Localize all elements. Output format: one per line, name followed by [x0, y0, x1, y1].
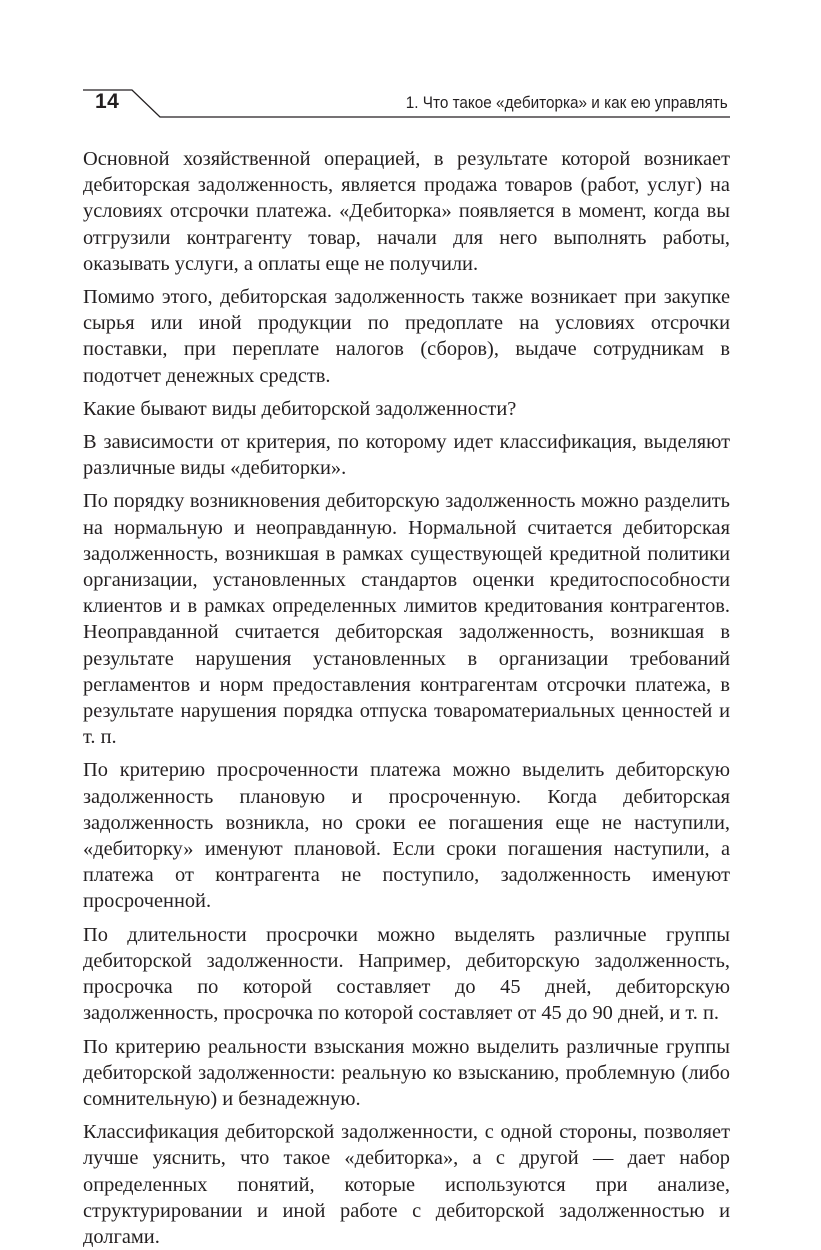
paragraph: По критерию реальности взыскания можно выделить различные группы дебиторской задолженности: реальную ко взысканию, проблемную (либо сомнительную) и безнадежную. — [83, 1035, 730, 1110]
page-header — [0, 0, 821, 130]
paragraph: По критерию просроченности платежа можно выделить дебиторскую задолженность плановую и просроченную. Когда дебиторская задолженность возникла, но сроки ее погашения еще не наступили, «дебиторку» именуют плановой. Если сроки погашения наступили, а платежа от контрагента не поступило, задолженность именуют просроченной. — [83, 759, 730, 913]
page-number: 14 — [95, 90, 120, 113]
body-text — [83, 146, 730, 1250]
paragraph: Помимо этого, дебиторская задолженность также возникает при закупке сырья или иной продукции по предоплате на условиях отсрочки поставки, при переплате налогов (сборов), выдаче сотрудникам в подотчет денежных средств. — [83, 286, 730, 387]
paragraph: Какие бывают виды дебиторской задолженности? — [83, 397, 517, 420]
paragraph: Основной хозяйственной операцией, в результате которой возникает дебиторская задолженность, является продажа товаров (работ, услуг) на условиях отсрочки платежа. «Дебиторка» появляется в момент, когда вы отгрузили контрагенту товар, начали для него выполнять работы, оказывать услуги, а оплаты еще не получили. — [83, 148, 730, 275]
paragraph: В зависимости от критерия, по которому идет классификация, выделяют различные виды «дебиторки». — [83, 431, 730, 480]
running-head: 1. Что такое «дебиторка» и как ею управлять — [406, 93, 728, 112]
paragraph: По порядку возникновения дебиторскую задолженность можно разделить на нормальную и неоправданную. Нормальной считается дебиторская задолженность, возникшая в рамках существующей кредитной политики организации, установленных стандартов оценки кредитоспособности клиентов и в рамках определенных лимитов кредитования контрагентов. Неоправданной считается дебиторская задолженность, возникшая в результате нарушения установленных в организации требований регламентов и норм предоставления контрагентам отсрочки платежа, в результате нарушения порядка отпуска товароматериальных ценностей и т. п. — [83, 490, 730, 749]
paragraph: По длительности просрочки можно выделять различные группы дебиторской задолженности. Например, дебиторскую задолженность, просрочка по которой составляет до 45 дней, дебиторскую задолженность, просрочка по которой составляет от 45 до 90 дней, и т. п. — [83, 923, 730, 1025]
paragraph: Классификация дебиторской задолженности, с одной стороны, позволяет лучше уяснить, что такое «дебиторка», а с другой — дает набор определенных понятий, которые используются при анализе, структурировании и иной работе с дебиторской задолженностью и долгами. — [83, 1121, 730, 1248]
